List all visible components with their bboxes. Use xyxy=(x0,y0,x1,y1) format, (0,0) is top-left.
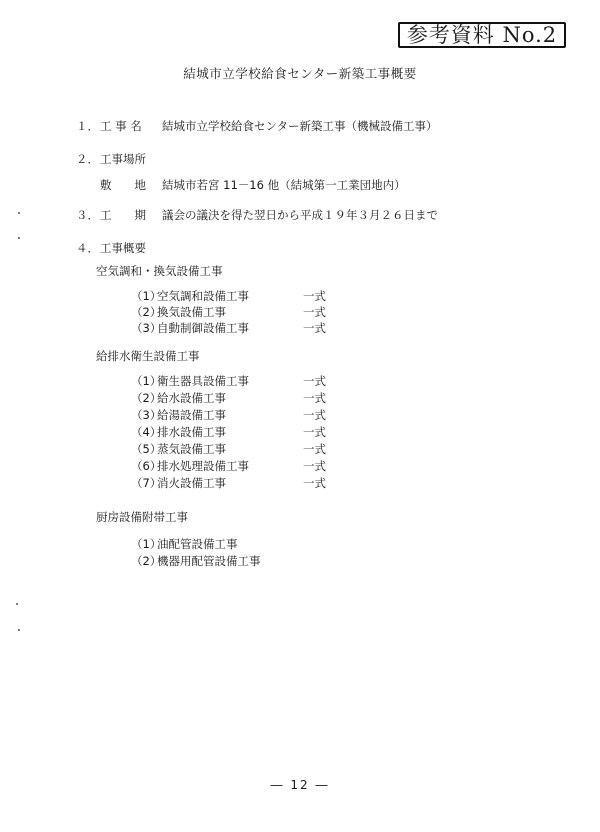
item-quantity: 一式 xyxy=(303,459,326,473)
item-name: 油配管設備工事 xyxy=(157,537,238,551)
reference-label-box: 参考資料 No.2 xyxy=(398,22,566,48)
item-name: 自動制御設備工事 xyxy=(157,321,249,335)
section-number: ２． xyxy=(76,152,99,166)
section-label: 工 期 xyxy=(100,208,146,222)
item-quantity: 一式 xyxy=(303,305,326,319)
group-title: 空気調和・換気設備工事 xyxy=(96,264,223,278)
item-quantity: 一式 xyxy=(303,321,326,335)
item-quantity: 一式 xyxy=(303,425,326,439)
item-name: 空気調和設備工事 xyxy=(157,289,249,303)
item-number: （2） xyxy=(131,554,162,568)
item-number: （4） xyxy=(131,425,162,439)
list-item xyxy=(131,424,391,440)
item-number: （3） xyxy=(131,408,162,422)
list-item xyxy=(131,536,238,552)
item-name: 衛生器具設備工事 xyxy=(157,374,249,388)
scan-speck xyxy=(18,237,20,239)
item-number: （1） xyxy=(131,374,162,388)
item-quantity: 一式 xyxy=(303,442,326,456)
site-label: 敷 地 xyxy=(100,178,146,192)
scan-speck xyxy=(18,629,20,631)
item-number: （7） xyxy=(131,476,162,490)
page-number: ― 12 ― xyxy=(270,778,330,792)
site-value: 結城市若宮 11－16 他（結城第一工業団地内） xyxy=(162,178,406,192)
item-name: 排水処理設備工事 xyxy=(157,459,249,473)
item-number: （6） xyxy=(131,459,162,473)
item-quantity: 一式 xyxy=(303,374,326,388)
group-title: 厨房設備附帯工事 xyxy=(96,510,188,524)
section-number: ３． xyxy=(76,208,99,222)
item-number: （1） xyxy=(131,537,162,551)
item-quantity: 一式 xyxy=(303,408,326,422)
item-number: （3） xyxy=(131,321,162,335)
section-value: 議会の議決を得た翌日から平成１９年３月２６日まで xyxy=(162,208,438,222)
item-quantity: 一式 xyxy=(303,391,326,405)
section-label: 工事概要 xyxy=(100,241,146,255)
item-name: 給水設備工事 xyxy=(157,391,226,405)
item-number: （5） xyxy=(131,442,162,456)
scan-speck xyxy=(16,603,18,605)
section-label: 工 事 名 xyxy=(100,119,142,133)
list-item xyxy=(131,458,391,474)
list-item xyxy=(131,475,391,491)
group-title: 給排水衛生設備工事 xyxy=(96,349,200,363)
section-label: 工事場所 xyxy=(100,152,146,166)
document-title: 結城市立学校給食センター新築工事概要 xyxy=(183,66,417,81)
list-item xyxy=(131,407,391,423)
list-item xyxy=(131,390,391,406)
item-quantity: 一式 xyxy=(303,289,326,303)
item-number: （2） xyxy=(131,305,162,319)
section-number: １． xyxy=(76,119,99,133)
list-item xyxy=(131,304,391,320)
item-number: （2） xyxy=(131,391,162,405)
item-name: 給湯設備工事 xyxy=(157,408,226,422)
scan-speck xyxy=(18,212,20,214)
item-quantity: 一式 xyxy=(303,476,326,490)
item-name: 消火設備工事 xyxy=(157,476,226,490)
list-item xyxy=(131,288,391,304)
list-item xyxy=(131,441,391,457)
list-item xyxy=(131,553,261,569)
list-item xyxy=(131,320,391,336)
item-name: 排水設備工事 xyxy=(157,425,226,439)
item-name: 機器用配管設備工事 xyxy=(157,554,261,568)
list-item xyxy=(131,373,391,389)
item-name: 蒸気設備工事 xyxy=(157,442,226,456)
section-value: 結城市立学校給食センター新築工事（機械設備工事） xyxy=(162,119,438,133)
item-name: 換気設備工事 xyxy=(157,305,226,319)
item-number: （1） xyxy=(131,289,162,303)
section-number: ４． xyxy=(76,241,99,255)
